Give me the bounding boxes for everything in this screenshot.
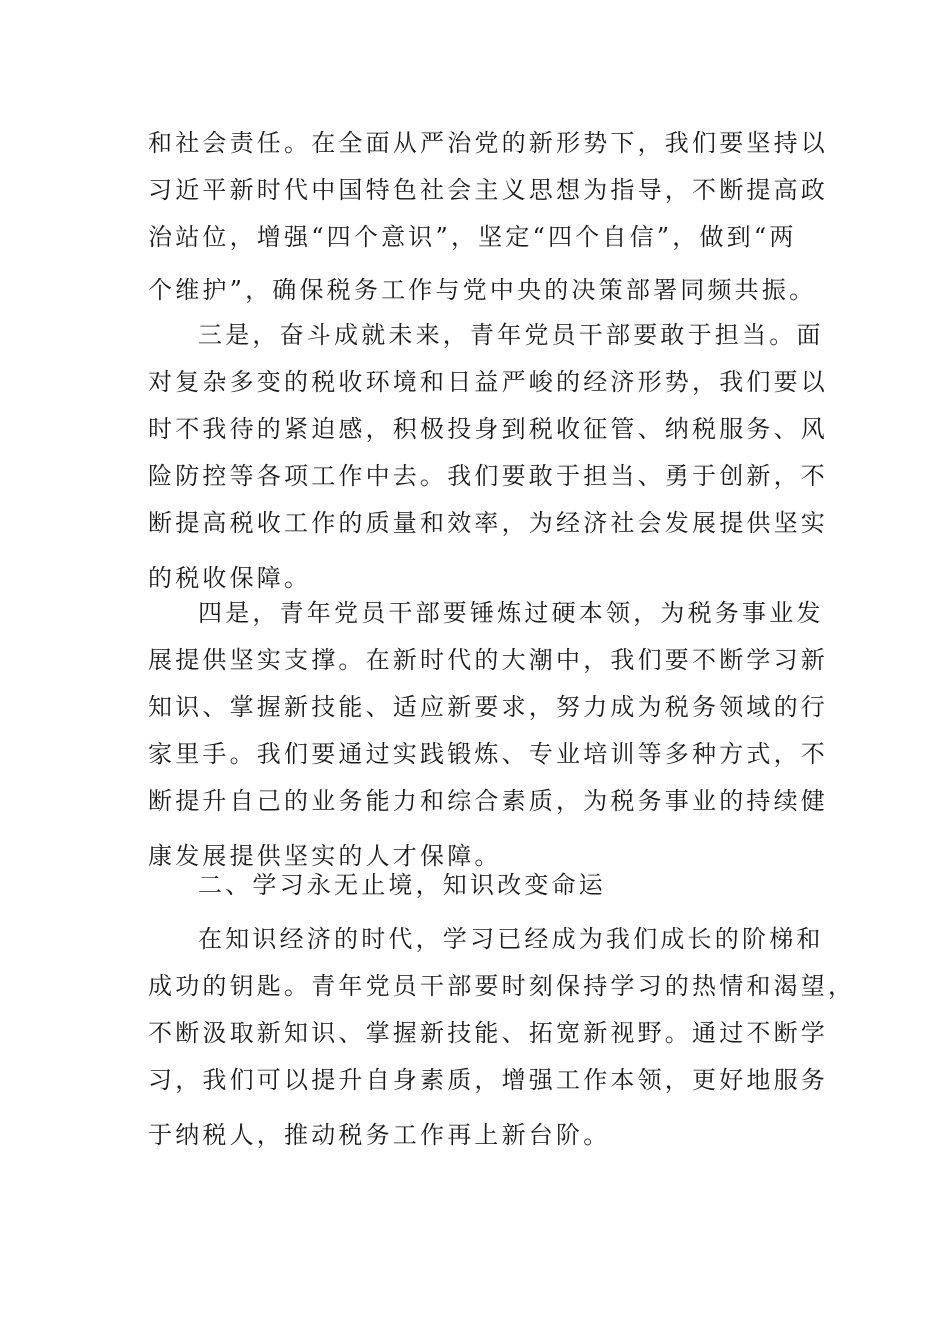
text-line: 不断汲取新知识、掌握新技能、拓宽新视野。通过不断学 [148, 1019, 828, 1047]
text-line: 三是，奋斗成就未来，青年党员干部要敢于担当。面 [198, 321, 824, 349]
text-line: 时不我待的紧迫感，积极投身到税收征管、纳税服务、风 [148, 415, 828, 443]
paragraph-four [148, 590, 828, 880]
paragraph-three [148, 312, 828, 602]
text-line: 断提高税收工作的质量和效率，为经济社会发展提供坚实 [148, 509, 828, 537]
text-line: 习，我们可以提升自身素质，增强工作本领，更好地服务 [148, 1066, 828, 1094]
text-line: 四是，青年党员干部要锤炼过硬本领，为税务事业发 [198, 599, 824, 627]
text-line: 在知识经济的时代，学习已经成为我们成长的阶梯和 [198, 925, 824, 953]
text-line: 展提供坚实支撑。在新时代的大潮中，我们要不断学习新 [148, 646, 828, 674]
text-line: 家里手。我们要通过实践锻炼、专业培训等多种方式，不 [148, 740, 828, 768]
text-line: 成功的钥匙。青年党员干部要时刻保持学习的热情和渴望， [148, 972, 856, 1000]
text-line: 康发展提供坚实的人才保障。 [148, 842, 502, 870]
heading-text: 二、学习永无止境，知识改变命运 [198, 871, 606, 899]
text-line: 险防控等各项工作中去。我们要敢于担当、勇于创新，不 [148, 462, 828, 490]
section-heading [148, 862, 808, 909]
text-line: 对复杂多变的税收环境和日益严峻的经济形势，我们要以 [148, 368, 828, 396]
paragraph-continued [148, 120, 828, 314]
text-line: 习近平新时代中国特色社会主义思想为指导，不断提高政 [148, 176, 828, 204]
paragraph-learning [148, 916, 856, 1159]
text-line: 于纳税人，推动税务工作再上新台阶。 [148, 1121, 611, 1149]
text-line: 断提升自己的业务能力和综合素质，为税务事业的持续健 [148, 787, 828, 815]
text-line: 的税收保障。 [148, 564, 312, 592]
text-line: 知识、掌握新技能、适应新要求，努力成为税务领域的行 [148, 693, 828, 721]
text-line: 治站位，增强“四个意识”，坚定“四个自信”，做到“两 [148, 223, 797, 251]
text-line: 和社会责任。在全面从严治党的新形势下，我们要坚持以 [148, 129, 828, 157]
text-line: 个维护”，确保税务工作与党中央的决策部署同频共振。 [148, 276, 817, 304]
